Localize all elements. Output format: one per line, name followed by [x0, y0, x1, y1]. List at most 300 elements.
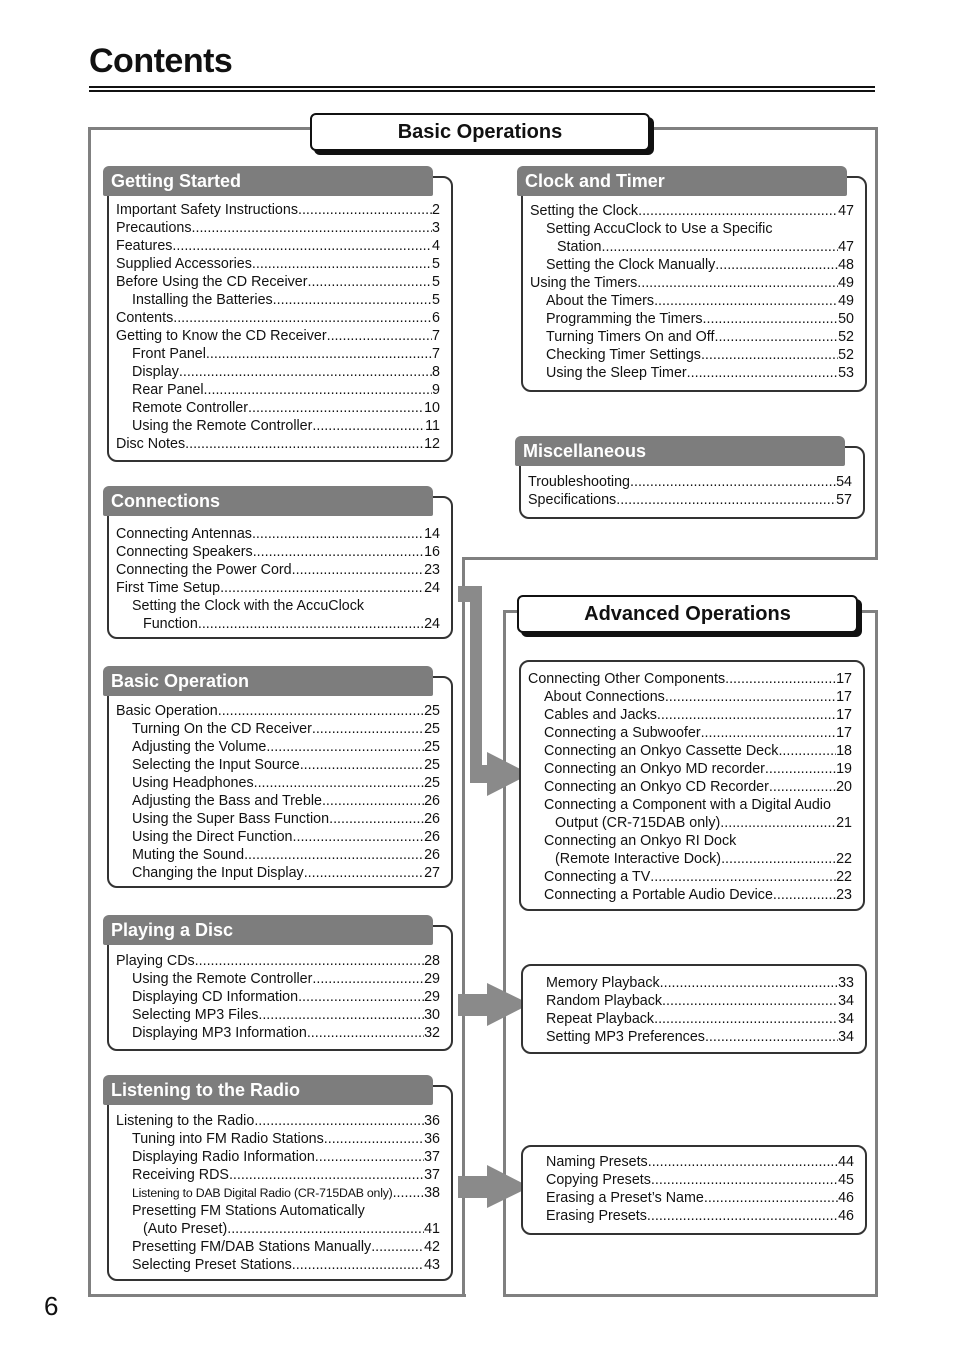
dot-leader	[179, 363, 432, 381]
card-title: Connections	[103, 486, 433, 516]
toc-entry-title: Features	[116, 238, 173, 254]
toc-entry-title: Connecting an Onkyo MD recorder	[544, 761, 765, 777]
toc-entry-page: 44	[838, 1154, 854, 1170]
toc-entry-title: Checking Timer Settings	[546, 347, 701, 363]
toc-entry-list	[116, 1112, 440, 1274]
toc-entry-title: Front Panel	[132, 346, 206, 362]
toc-entry[interactable]	[530, 310, 854, 328]
toc-entry-page: 20	[836, 779, 852, 795]
toc-entry-page: 5	[432, 274, 440, 290]
toc-entry[interactable]	[116, 774, 440, 792]
toc-entry[interactable]	[116, 327, 440, 345]
toc-entry[interactable]	[528, 778, 852, 796]
toc-entry-list	[530, 974, 854, 1046]
toc-entry-page: 57	[836, 492, 852, 508]
toc-entry-page: 3	[432, 220, 440, 236]
toc-entry-page: 43	[424, 1257, 440, 1273]
dot-leader	[720, 814, 836, 832]
toc-entry[interactable]	[530, 1010, 854, 1028]
dot-leader	[324, 1130, 424, 1148]
toc-entry[interactable]	[116, 1112, 440, 1130]
toc-entry[interactable]	[528, 742, 852, 760]
card-title: Miscellaneous	[515, 436, 845, 466]
toc-entry-page: 37	[424, 1149, 440, 1165]
toc-entry-title: Erasing a Preset’s Name	[546, 1190, 704, 1206]
dot-leader	[371, 1238, 424, 1256]
toc-entry-page: 47	[838, 203, 854, 219]
toc-entry-page: 27	[424, 865, 440, 881]
toc-entry[interactable]	[116, 579, 440, 597]
dot-leader	[244, 846, 424, 864]
toc-entry[interactable]	[116, 846, 440, 864]
toc-entry[interactable]	[116, 1006, 440, 1024]
toc-entry[interactable]	[528, 670, 852, 688]
toc-entry[interactable]	[116, 237, 440, 255]
toc-entry[interactable]	[116, 309, 440, 327]
toc-entry-page: 28	[424, 953, 440, 969]
toc-entry[interactable]	[528, 832, 852, 850]
toc-entry[interactable]	[116, 970, 440, 988]
toc-entry[interactable]	[530, 1171, 854, 1189]
dot-leader	[312, 417, 425, 435]
toc-entry-page: 8	[432, 364, 440, 380]
dot-leader	[266, 738, 424, 756]
toc-entry[interactable]	[530, 238, 854, 256]
dot-leader	[312, 720, 424, 738]
toc-entry-title: Function	[143, 616, 198, 632]
toc-entry-page: 54	[836, 474, 852, 490]
basic-operations-header	[310, 113, 650, 151]
toc-entry-list	[116, 525, 440, 633]
page-number: 6	[44, 1291, 59, 1321]
dot-leader	[648, 1153, 838, 1171]
dot-leader	[298, 988, 424, 1006]
toc-entry-page: 5	[432, 256, 440, 272]
toc-entry-title: Using the Super Bass Function	[132, 811, 330, 827]
toc-entry-page: 49	[838, 275, 854, 291]
card-connections	[107, 491, 453, 639]
toc-entry[interactable]	[116, 291, 440, 309]
toc-entry-list	[530, 202, 854, 382]
connector-vertical	[470, 586, 482, 776]
toc-entry[interactable]	[116, 255, 440, 273]
toc-entry-title: Supplied Accessories	[116, 256, 252, 272]
toc-entry-title: Receiving RDS	[132, 1167, 229, 1183]
toc-entry[interactable]	[528, 886, 852, 904]
toc-entry-title: Cables and Jacks	[544, 707, 657, 723]
toc-entry-page: 16	[424, 544, 440, 560]
toc-entry[interactable]	[530, 274, 854, 292]
toc-entry-page: 50	[838, 311, 854, 327]
toc-entry[interactable]	[116, 615, 440, 633]
dot-leader	[258, 1006, 424, 1024]
toc-entry-title: Setting AccuClock to Use a Specific	[546, 221, 773, 237]
toc-entry[interactable]	[116, 1024, 440, 1042]
toc-entry-title: About the Timers	[546, 293, 655, 309]
toc-entry-title: Specifications	[528, 492, 617, 508]
dot-leader	[204, 381, 433, 399]
dot-leader	[701, 346, 838, 364]
dot-leader	[248, 399, 424, 417]
dot-leader	[229, 1166, 424, 1184]
toc-entry[interactable]	[116, 417, 440, 435]
toc-entry-title: Remote Controller	[132, 400, 249, 416]
toc-entry[interactable]	[530, 220, 854, 238]
toc-entry-page: 9	[432, 382, 440, 398]
dot-leader	[393, 1184, 425, 1202]
toc-entry-page: 23	[836, 887, 852, 903]
toc-entry[interactable]	[116, 273, 440, 291]
dot-leader	[185, 435, 424, 453]
toc-entry[interactable]	[530, 1189, 854, 1207]
dot-leader	[705, 1028, 838, 1046]
card-playing-a-disc	[107, 920, 453, 1051]
card-clock-and-timer	[521, 171, 867, 392]
toc-entry[interactable]	[116, 952, 440, 970]
toc-entry-page: 42	[424, 1239, 440, 1255]
toc-entry-page: 4	[432, 238, 440, 254]
dot-leader	[172, 237, 432, 255]
toc-entry[interactable]	[116, 792, 440, 810]
toc-entry-title: Presetting FM/DAB Stations Manually	[132, 1239, 372, 1255]
toc-entry-title: Turning On the CD Receiver	[132, 721, 312, 737]
toc-entry-page: 14	[424, 526, 440, 542]
dot-leader	[701, 724, 837, 742]
toc-entry-page: 10	[424, 400, 440, 416]
toc-entry-page: 29	[424, 989, 440, 1005]
toc-entry[interactable]	[530, 328, 854, 346]
toc-entry-title: Connecting a Component with a Digital Audio	[544, 797, 831, 813]
toc-entry-title: Selecting the Input Source	[132, 757, 300, 773]
page-title: Contents	[89, 42, 233, 80]
toc-entry[interactable]	[528, 814, 852, 832]
toc-entry-page: 25	[424, 775, 440, 791]
toc-entry-title: Presetting FM Stations Automatically	[132, 1203, 365, 1219]
toc-entry[interactable]	[116, 1130, 440, 1148]
toc-entry-page: 26	[424, 793, 440, 809]
toc-entry-title: Connecting an Onkyo CD Recorder	[544, 779, 769, 795]
toc-entry-page: 52	[838, 329, 854, 345]
toc-entry-title: Setting MP3 Preferences	[546, 1029, 705, 1045]
toc-entry[interactable]	[116, 756, 440, 774]
toc-entry-page: 45	[838, 1172, 854, 1188]
dot-leader	[298, 201, 432, 219]
dot-leader	[304, 864, 424, 882]
toc-entry[interactable]	[116, 561, 440, 579]
toc-entry-title: Using the Remote Controller	[132, 418, 313, 434]
toc-entry[interactable]	[116, 988, 440, 1006]
dot-leader	[293, 828, 425, 846]
card-title: Listening to the Radio	[103, 1075, 433, 1105]
card-miscellaneous	[519, 441, 865, 519]
toc-entry[interactable]	[116, 1220, 440, 1238]
toc-entry[interactable]	[530, 364, 854, 382]
dot-leader	[300, 756, 424, 774]
toc-entry-title: Displaying Radio Information	[132, 1149, 315, 1165]
toc-entry-title: Installing the Batteries	[132, 292, 273, 308]
toc-entry-title: Using Headphones	[132, 775, 254, 791]
toc-entry[interactable]	[116, 525, 440, 543]
toc-entry[interactable]	[116, 399, 440, 417]
dot-leader	[773, 886, 836, 904]
dot-leader	[769, 778, 836, 796]
toc-entry-title: Troubleshooting	[528, 474, 630, 490]
toc-entry-title: Changing the Input Display	[132, 865, 304, 881]
toc-entry[interactable]	[116, 1184, 440, 1202]
dot-leader	[665, 688, 836, 706]
dot-leader	[252, 255, 432, 273]
toc-entry-title: Using the Remote Controller	[132, 971, 313, 987]
toc-entry-title: Listening to DAB Digital Radio (CR-715DAB only)	[132, 1186, 393, 1200]
toc-entry-page: 17	[836, 671, 852, 687]
toc-entry-page: 23	[424, 562, 440, 578]
toc-entry[interactable]	[530, 256, 854, 274]
toc-entry-page: 24	[424, 616, 440, 632]
dot-leader	[218, 702, 424, 720]
toc-entry-page: 17	[836, 725, 852, 741]
toc-entry-title: Displaying CD Information	[132, 989, 299, 1005]
toc-entry-title: Connecting Speakers	[116, 544, 253, 560]
toc-entry[interactable]	[116, 738, 440, 756]
toc-entry-title: Using the Sleep Timer	[546, 365, 687, 381]
toc-entry-page: 22	[836, 851, 852, 867]
toc-entry[interactable]	[530, 346, 854, 364]
dot-leader	[292, 1256, 424, 1274]
toc-entry-title: Turning Timers On and Off	[546, 329, 715, 345]
toc-entry-title: (Auto Preset)	[143, 1221, 228, 1237]
toc-entry-page: 48	[838, 257, 854, 273]
toc-entry-page: 19	[836, 761, 852, 777]
dot-leader	[220, 579, 424, 597]
toc-entry-page: 17	[836, 707, 852, 723]
dot-leader	[329, 810, 424, 828]
toc-entry-title: Copying Presets	[546, 1172, 651, 1188]
toc-entry-page: 21	[836, 815, 852, 831]
dot-leader	[273, 291, 432, 309]
toc-entry[interactable]	[530, 992, 854, 1010]
toc-entry-page: 34	[838, 993, 854, 1009]
toc-entry-title: Selecting Preset Stations	[132, 1257, 292, 1273]
dot-leader	[308, 273, 433, 291]
toc-entry-title: Adjusting the Volume	[132, 739, 267, 755]
toc-entry-title: Important Safety Instructions	[116, 202, 298, 218]
card-advanced-playback	[521, 964, 867, 1054]
toc-entry[interactable]	[116, 381, 440, 399]
dot-leader	[687, 364, 838, 382]
toc-entry[interactable]	[528, 491, 852, 509]
toc-entry-title: About Connections	[544, 689, 665, 705]
toc-entry[interactable]	[530, 1207, 854, 1225]
toc-entry-title: Contents	[116, 310, 174, 326]
toc-entry-title: Programming the Timers	[546, 311, 703, 327]
dot-leader	[654, 292, 838, 310]
toc-entry[interactable]	[528, 760, 852, 778]
toc-entry-title: Connecting the Power Cord	[116, 562, 292, 578]
toc-entry-title: Rear Panel	[132, 382, 204, 398]
toc-entry[interactable]	[528, 850, 852, 868]
dot-leader	[778, 742, 836, 760]
toc-entry[interactable]	[116, 828, 440, 846]
toc-entry-page: 11	[425, 418, 440, 434]
advanced-operations-label: Advanced Operations	[584, 602, 791, 625]
toc-entry[interactable]	[528, 473, 852, 491]
dot-leader	[650, 868, 836, 886]
card-getting-started	[107, 171, 453, 462]
toc-entry-title: Adjusting the Bass and Treble	[132, 793, 322, 809]
dot-leader	[765, 760, 836, 778]
toc-entry-title: Memory Playback	[546, 975, 660, 991]
toc-entry-title: Basic Operation	[116, 703, 218, 719]
dot-leader	[173, 309, 432, 327]
toc-entry[interactable]	[116, 1202, 440, 1220]
arrow-disc-shaft	[458, 994, 490, 1016]
toc-entry[interactable]	[116, 1256, 440, 1274]
dot-leader	[322, 792, 424, 810]
dot-leader	[312, 970, 424, 988]
toc-entry-title: Station	[557, 239, 602, 255]
toc-entry-page: 38	[424, 1185, 440, 1201]
toc-entry-title: Output (CR-715DAB only)	[555, 815, 721, 831]
toc-entry-title: Connecting Antennas	[116, 526, 252, 542]
dot-leader	[662, 992, 838, 1010]
toc-entry-page: 26	[424, 811, 440, 827]
toc-entry[interactable]	[528, 688, 852, 706]
card-basic-operation	[107, 671, 453, 888]
toc-entry-title: Getting to Know the CD Receiver	[116, 328, 327, 344]
card-title: Basic Operation	[103, 666, 433, 696]
toc-entry[interactable]	[116, 864, 440, 882]
toc-entry-page: 53	[838, 365, 854, 381]
toc-entry[interactable]	[116, 219, 440, 237]
toc-entry[interactable]	[530, 1153, 854, 1171]
dot-leader	[195, 952, 424, 970]
card-listening-to-the-radio	[107, 1080, 453, 1281]
dot-leader	[714, 328, 838, 346]
dot-leader	[198, 615, 424, 633]
toc-entry-title: Muting the Sound	[132, 847, 245, 863]
toc-entry-title: Setting the Clock	[530, 203, 639, 219]
toc-entry-title: Setting the Clock with the AccuClock	[132, 598, 365, 614]
toc-entry-list	[116, 952, 440, 1042]
toc-entry-page: 7	[432, 328, 440, 344]
dot-leader	[715, 256, 838, 274]
toc-entry-page: 22	[836, 869, 852, 885]
card-title: Playing a Disc	[103, 915, 433, 945]
toc-entry-page: 7	[432, 346, 440, 362]
toc-entry-page: 46	[838, 1190, 854, 1206]
toc-entry[interactable]	[528, 724, 852, 742]
toc-entry-page: 25	[424, 739, 440, 755]
dot-leader	[616, 491, 836, 509]
toc-entry-page: 5	[432, 292, 440, 308]
dot-leader	[253, 543, 424, 561]
toc-entry[interactable]	[116, 435, 440, 453]
toc-entry-title: Selecting MP3 Files	[132, 1007, 259, 1023]
toc-entry-title: Before Using the CD Receiver	[116, 274, 308, 290]
toc-entry[interactable]	[116, 597, 440, 615]
dot-leader	[602, 238, 839, 256]
toc-entry-list	[530, 1153, 854, 1225]
dot-leader	[654, 1010, 838, 1028]
toc-entry-list	[116, 201, 440, 453]
toc-entry-page: 26	[424, 847, 440, 863]
toc-entry-page: 49	[838, 293, 854, 309]
dot-leader	[315, 1148, 424, 1166]
toc-entry[interactable]	[528, 796, 852, 814]
dot-leader	[206, 345, 432, 363]
toc-entry[interactable]	[116, 1148, 440, 1166]
toc-entry-title: Repeat Playback	[546, 1011, 655, 1027]
dot-leader	[307, 1024, 424, 1042]
toc-entry[interactable]	[528, 706, 852, 724]
dot-leader	[703, 310, 839, 328]
toc-entry-title: Tuning into FM Radio Stations	[132, 1131, 324, 1147]
dot-leader	[647, 1207, 838, 1225]
toc-entry[interactable]	[116, 1166, 440, 1184]
card-title: Clock and Timer	[517, 166, 847, 196]
toc-entry-title: Connecting a Portable Audio Device	[544, 887, 773, 903]
toc-entry-page: 17	[836, 689, 852, 705]
dot-leader	[254, 774, 424, 792]
toc-entry-page: 25	[424, 703, 440, 719]
toc-entry[interactable]	[116, 1238, 440, 1256]
dot-leader	[630, 473, 836, 491]
toc-entry-title: Playing CDs	[116, 953, 195, 969]
basic-operations-label: Basic Operations	[397, 120, 563, 143]
card-advanced-presets	[521, 1145, 867, 1235]
toc-entry-list	[528, 473, 852, 509]
toc-entry[interactable]	[116, 702, 440, 720]
toc-entry-page: 34	[838, 1029, 854, 1045]
toc-entry-title: Connecting a TV	[544, 869, 651, 885]
toc-entry[interactable]	[530, 974, 854, 992]
toc-entry-page: 52	[838, 347, 854, 363]
toc-entry-title: Erasing Presets	[546, 1208, 647, 1224]
dot-leader	[292, 561, 424, 579]
dot-leader	[254, 1112, 424, 1130]
toc-entry[interactable]	[116, 363, 440, 381]
toc-entry[interactable]	[116, 810, 440, 828]
toc-entry-title: First Time Setup	[116, 580, 221, 596]
toc-entry[interactable]	[530, 292, 854, 310]
toc-entry[interactable]	[116, 543, 440, 561]
dot-leader	[227, 1220, 424, 1238]
toc-entry-title: Displaying MP3 Information	[132, 1025, 307, 1041]
toc-entry[interactable]	[116, 201, 440, 219]
toc-entry-title: Precautions	[116, 220, 192, 236]
toc-entry[interactable]	[528, 868, 852, 886]
toc-entry-title: (Remote Interactive Dock)	[555, 851, 722, 867]
toc-entry-title: Connecting Other Components	[528, 671, 726, 687]
toc-entry[interactable]	[530, 1028, 854, 1046]
toc-entry-page: 18	[836, 743, 852, 759]
toc-entry-title: Connecting an Onkyo RI Dock	[544, 833, 737, 849]
toc-entry-page: 36	[424, 1113, 440, 1129]
toc-entry[interactable]	[530, 202, 854, 220]
toc-entry-list	[528, 670, 852, 904]
toc-entry[interactable]	[116, 345, 440, 363]
advanced-operations-header	[517, 595, 858, 633]
dot-leader	[660, 974, 838, 992]
toc-entry-title: Naming Presets	[546, 1154, 648, 1170]
card-advanced-connections	[519, 660, 865, 911]
toc-entry-page: 30	[424, 1007, 440, 1023]
toc-entry[interactable]	[116, 720, 440, 738]
toc-entry-page: 37	[424, 1167, 440, 1183]
dot-leader	[651, 1171, 838, 1189]
toc-entry-page: 41	[424, 1221, 440, 1237]
toc-entry-page: 34	[838, 1011, 854, 1027]
